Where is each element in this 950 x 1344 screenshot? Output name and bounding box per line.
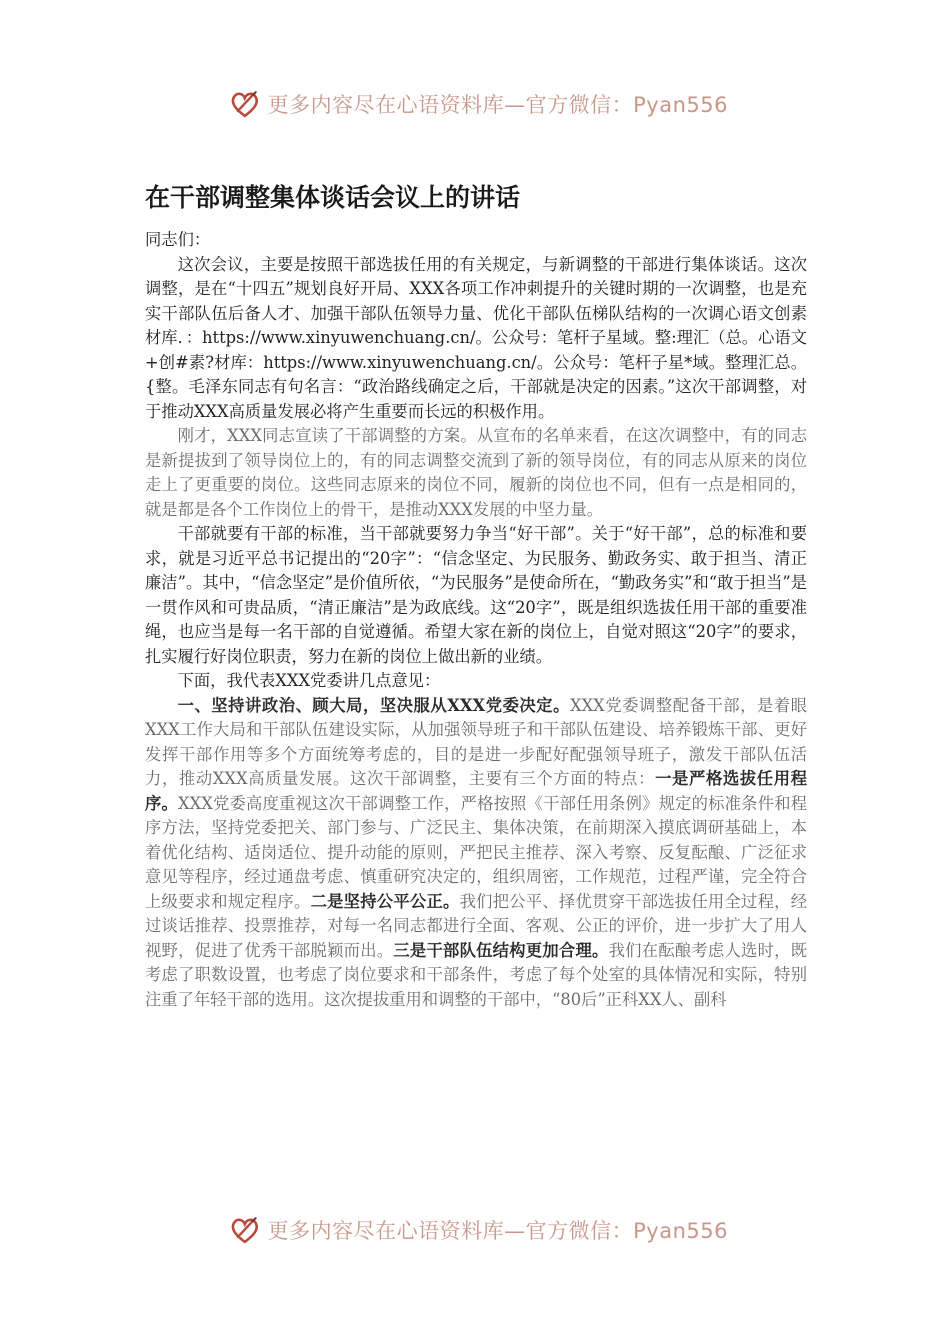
- footer-banner: [228, 1210, 728, 1250]
- header-banner: [228, 84, 728, 124]
- point-2-heading: 二是坚持公平公正。: [310, 891, 460, 911]
- document-body: [145, 228, 807, 1012]
- section-1: [145, 694, 807, 1013]
- pen-heart-logo-icon: [228, 1213, 262, 1247]
- pen-heart-logo-icon: [228, 87, 262, 121]
- paragraph-1: 这次会议，主要是按照干部选拔任用的有关规定，与新调整的干部进行集体谈话。这次调整，是在“十四五”规划良好开局、XXX各项工作冲刺提升的关键时期的一次调整，也是充实干部队伍后备人才、加强干部队伍领导力量、优化干部队伍梯队结构的一次调心语文创素材库．：https://www.xinyuwenchuang.cn/。公众号：笔杆子星域。整:理汇（总。心语文+创#素?材库：https://www.xinyuwenchuang.cn/。公众号：笔杆子星*域。整理汇总。{整。毛泽东同志有句名言：“政治路线确定之后，干部就是决定的因素。”这次干部调整，对于推动XXX高质量发展必将产生重要而长远的积极作用。: [145, 254, 807, 421]
- page-title: 在干部调整集体谈话会议上的讲话: [145, 183, 521, 212]
- paragraph-4: 下面，我代表XXX党委讲几点意见：: [177, 671, 441, 690]
- section-1-text: XXX党委调整配备干部，是着眼XXX工作大局和干部队伍建设实际，从加强领导班子和干部队伍建设、培养锻炼干部、更好发挥干部作用等多个方面统筹考虑的，目的是进一步配好配强领导班子，激发干部队伍活力，推动XXX高质量发展。这次干部调整，主要有三个方面的特点：: [145, 695, 807, 788]
- point-3-heading: 三是干部队伍结构更加合理。: [393, 940, 609, 960]
- banner-text: 更多内容尽在心语资料库—官方微信：Pyan556: [267, 93, 728, 117]
- point-1-text: XXX党委高度重视这次干部调整工作，严格按照《干部任用条例》规定的标准条件和程序方法，坚持党委把关、部门参与、广泛民主、集体决策，在前期深入摸底调研基础上，本着优化结构、适岗适位、提升动能的原则，严把民主推荐、深入考察、反复酝酿、广泛征求意见等程序，经过通盘考虑、慎重研究决定的，组织周密，工作规范，过程严谨，完全符合上级要求和规定程序。: [145, 793, 807, 911]
- point-1-heading: 一是严格选拔任用程序。: [145, 769, 807, 813]
- paragraph-3: 干部就要有干部的标准，当干部就要努力争当“好干部”。关于“好干部”，总的标准和要求，就是习近平总书记提出的“20字”：“信念坚定、为民服务、勤政务实、敢于担当、清正廉洁”。其中，“信念坚定”是价值所依，“为民服务”是使命所在，“勤政务实”和“敢于担当”是一贯作风和可贵品质，“清正廉洁”是为政底线。这“20字”，既是组织选拔任用干部的重要准绳，也应当是每一名干部的自觉遵循。希望大家在新的岗位上，自觉对照这“20字”的要求，扎实履行好岗位职责，努力在新的岗位上做出新的业绩。: [145, 524, 807, 666]
- paragraph-2: 刚才，XXX同志宣读了干部调整的方案。从宣布的名单来看，在这次调整中，有的同志是新提拔到了领导岗位上的，有的同志调整交流到了新的领导岗位，有的同志从原来的岗位走上了更重要的岗位。这些同志原来的岗位不同，履新的岗位也不同，但有一点是相同的，就是都是各个工作岗位上的骨干，是推动XXX发展的中坚力量。: [145, 426, 807, 519]
- banner-text: 更多内容尽在心语资料库—官方微信：Pyan556: [267, 1219, 728, 1243]
- point-2-text: 我们把公平、择优贯穿干部选拔任用全过程，经过谈话推荐、投票推荐，对每一名同志都进行全面、客观、公正的评价，进一步扩大了用人视野，促进了优秀干部脱颖而出。: [145, 891, 807, 960]
- point-3-text: 我们在酝酿考虑人选时，既考虑了职数设置，也考虑了岗位要求和干部条件，考虑了每个处室的具体情况和实际，特别注重了年轻干部的选用。这次提拔重用和调整的干部中，“80后”正科XX人、副科: [145, 940, 807, 1009]
- greeting: 同志们：: [145, 230, 211, 249]
- section-1-heading: 一、坚持讲政治、顾大局，坚决服从XXX党委决定。: [177, 695, 570, 715]
